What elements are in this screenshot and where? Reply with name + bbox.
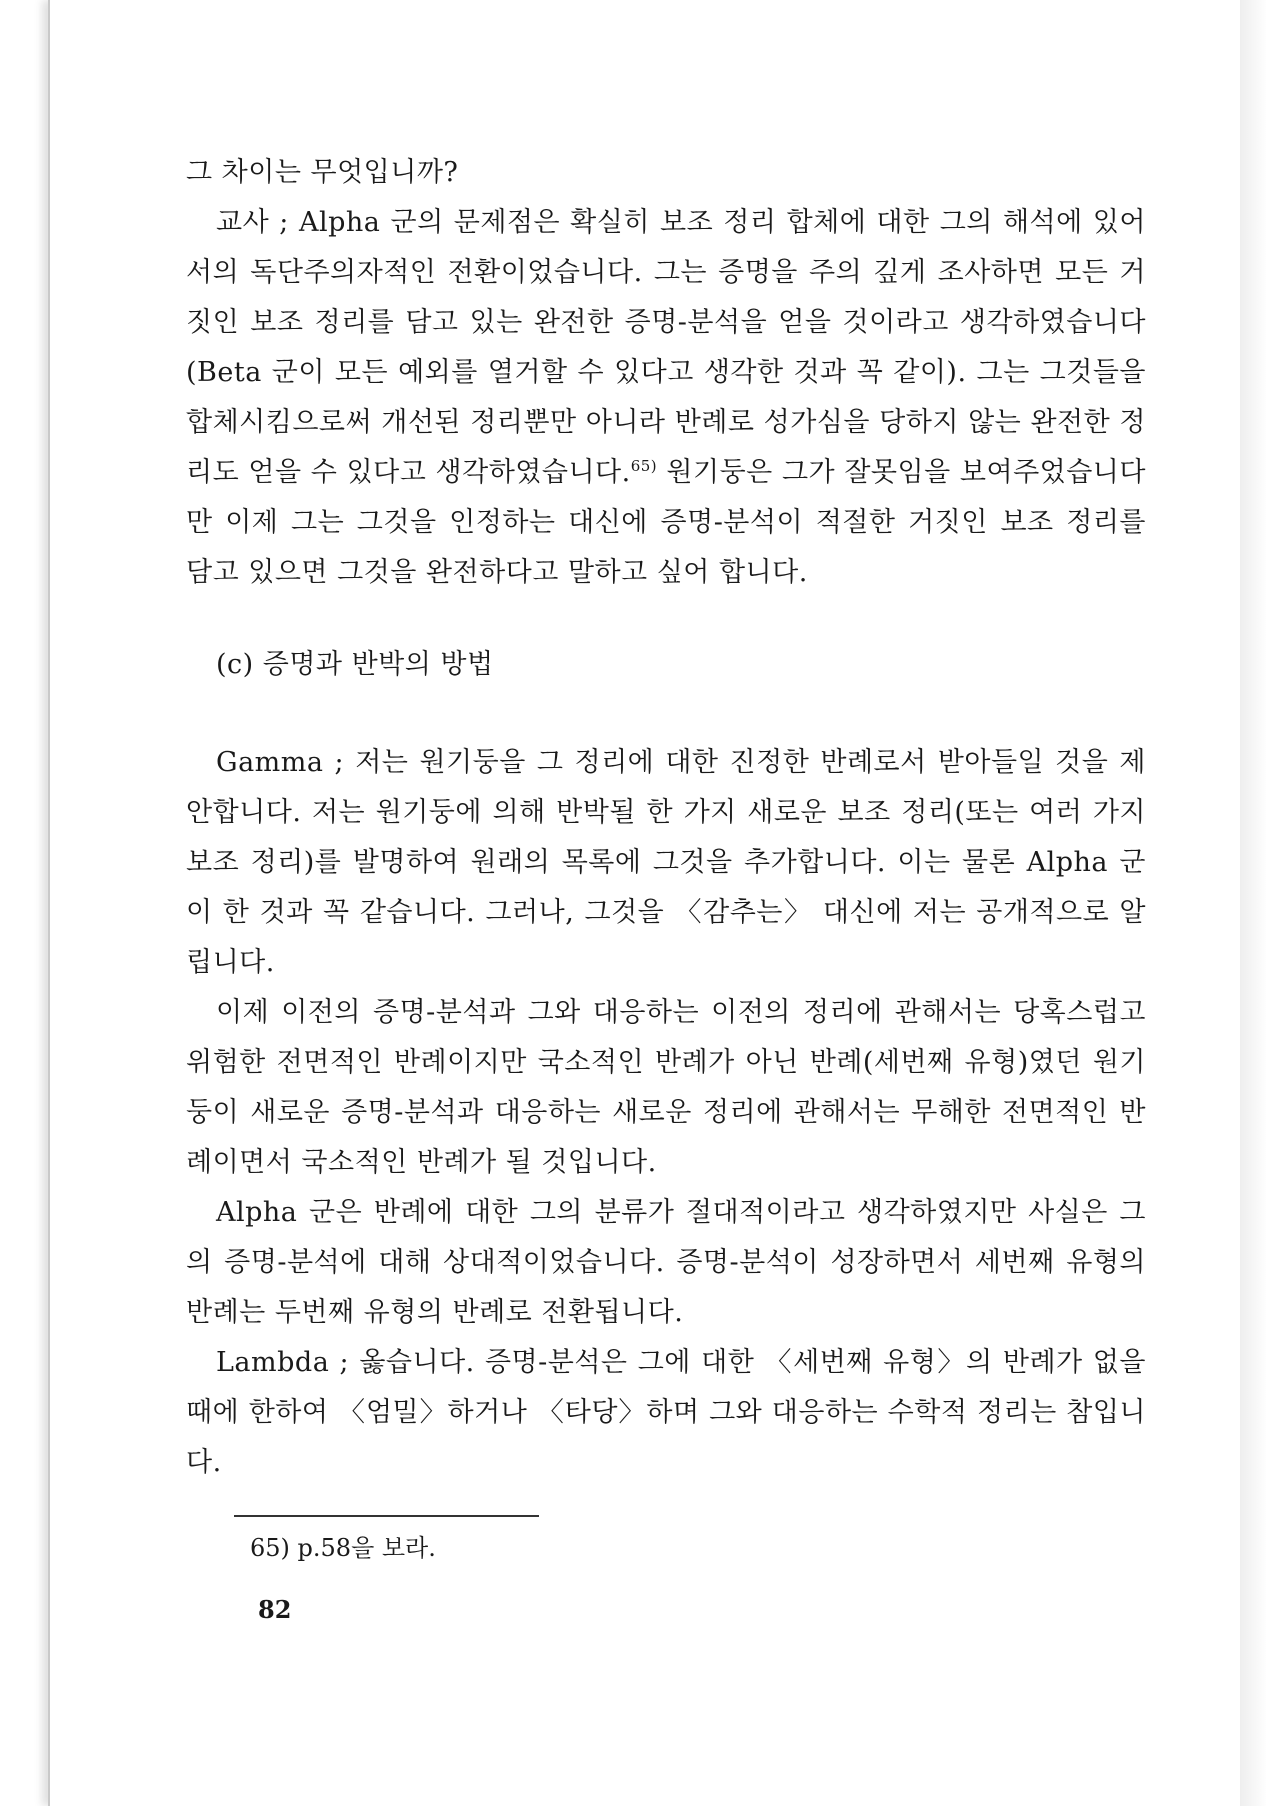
footnote-marker: 65) — [630, 457, 658, 475]
footnote: 65) p.58을 보라. — [250, 1534, 436, 1562]
paragraph-5: Alpha 군은 반례에 대한 그의 분류가 절대적이라고 생각하였지만 사실은 그의 증명-분석에 대해 상대적이었습니다. 증명-분석이 성장하면서 세번째 유형의 반례는 두번째 유형의 반례로 전환됩니다. — [186, 1197, 1146, 1328]
paragraph-gamma: Gamma ; 저는 원기둥을 그 정리에 대한 진정한 반례로서 받아들일 것을 제안합니다. 저는 원기둥에 의해 반박될 한 가지 새로운 보조 정리(또는 여러 가지 보조 정리)를 발명하여 원래의 목록에 그것을 추가합니다. 이는 물론 Alpha 군이 한 것과 꼭 같습니다. 그러나, 그것을 〈감추는〉 대신에 저는 공개적으로 알립니다. — [186, 747, 1146, 978]
section-heading: (c) 증명과 반박의 방법 — [216, 649, 494, 680]
page-number: 82 — [258, 1595, 292, 1624]
paragraph-2: 교사 ; Alpha 군의 문제점은 확실히 보조 정리 합체에 대한 그의 해석에 있어서의 독단주의자적인 전환이었습니다. 그는 증명을 주의 깊게 조사하면 모든 거짓인 보조 정리를 담고 있는 완전한 증명-분석을 얻을 것이라고 생각하였습니다(Beta 군이 모든 예외를 열거할 수 있다고 생각한 것과 꼭 같이). 그는 그것들을 합체시킴으로써 개선된 정리뿐만 아니라 반례로 성가심을 당하지 않는 완전한 정리도 얻을 수 있다고 생각하였습니다.$^{65)}$ 원기둥은 그가 잘못임을 보여주었습니다만 이제 그는 그것을 인정하는 대신에 증명-분석이 적절한 거짓인 보조 정리를 담고 있으면 그것을 완전하다고 말하고 싶어 합니다. — [186, 207, 1146, 588]
paragraph-4: 이제 이전의 증명-분석과 그와 대응하는 이전의 정리에 관해서는 당혹스럽고 위험한 전면적인 반례이지만 국소적인 반례가 아닌 반례(세번째 유형)였던 원기둥이 새로운 증명-분석과 대응하는 새로운 정리에 관해서는 무해한 전면적인 반례이면서 국소적인 반례가 될 것입니다. — [186, 997, 1146, 1178]
page-content — [186, 148, 1146, 1488]
footnote-divider — [234, 1515, 539, 1517]
paragraph-lambda: Lambda ; 옳습니다. 증명-분석은 그에 대한 〈세번째 유형〉의 반례가 없을 때에 한하여 〈엄밀〉하거나 〈타당〉하며 그와 대응하는 수학적 정리는 참입니다. — [186, 1347, 1146, 1478]
paragraph-1: 그 차이는 무엇입니까? — [186, 157, 459, 188]
